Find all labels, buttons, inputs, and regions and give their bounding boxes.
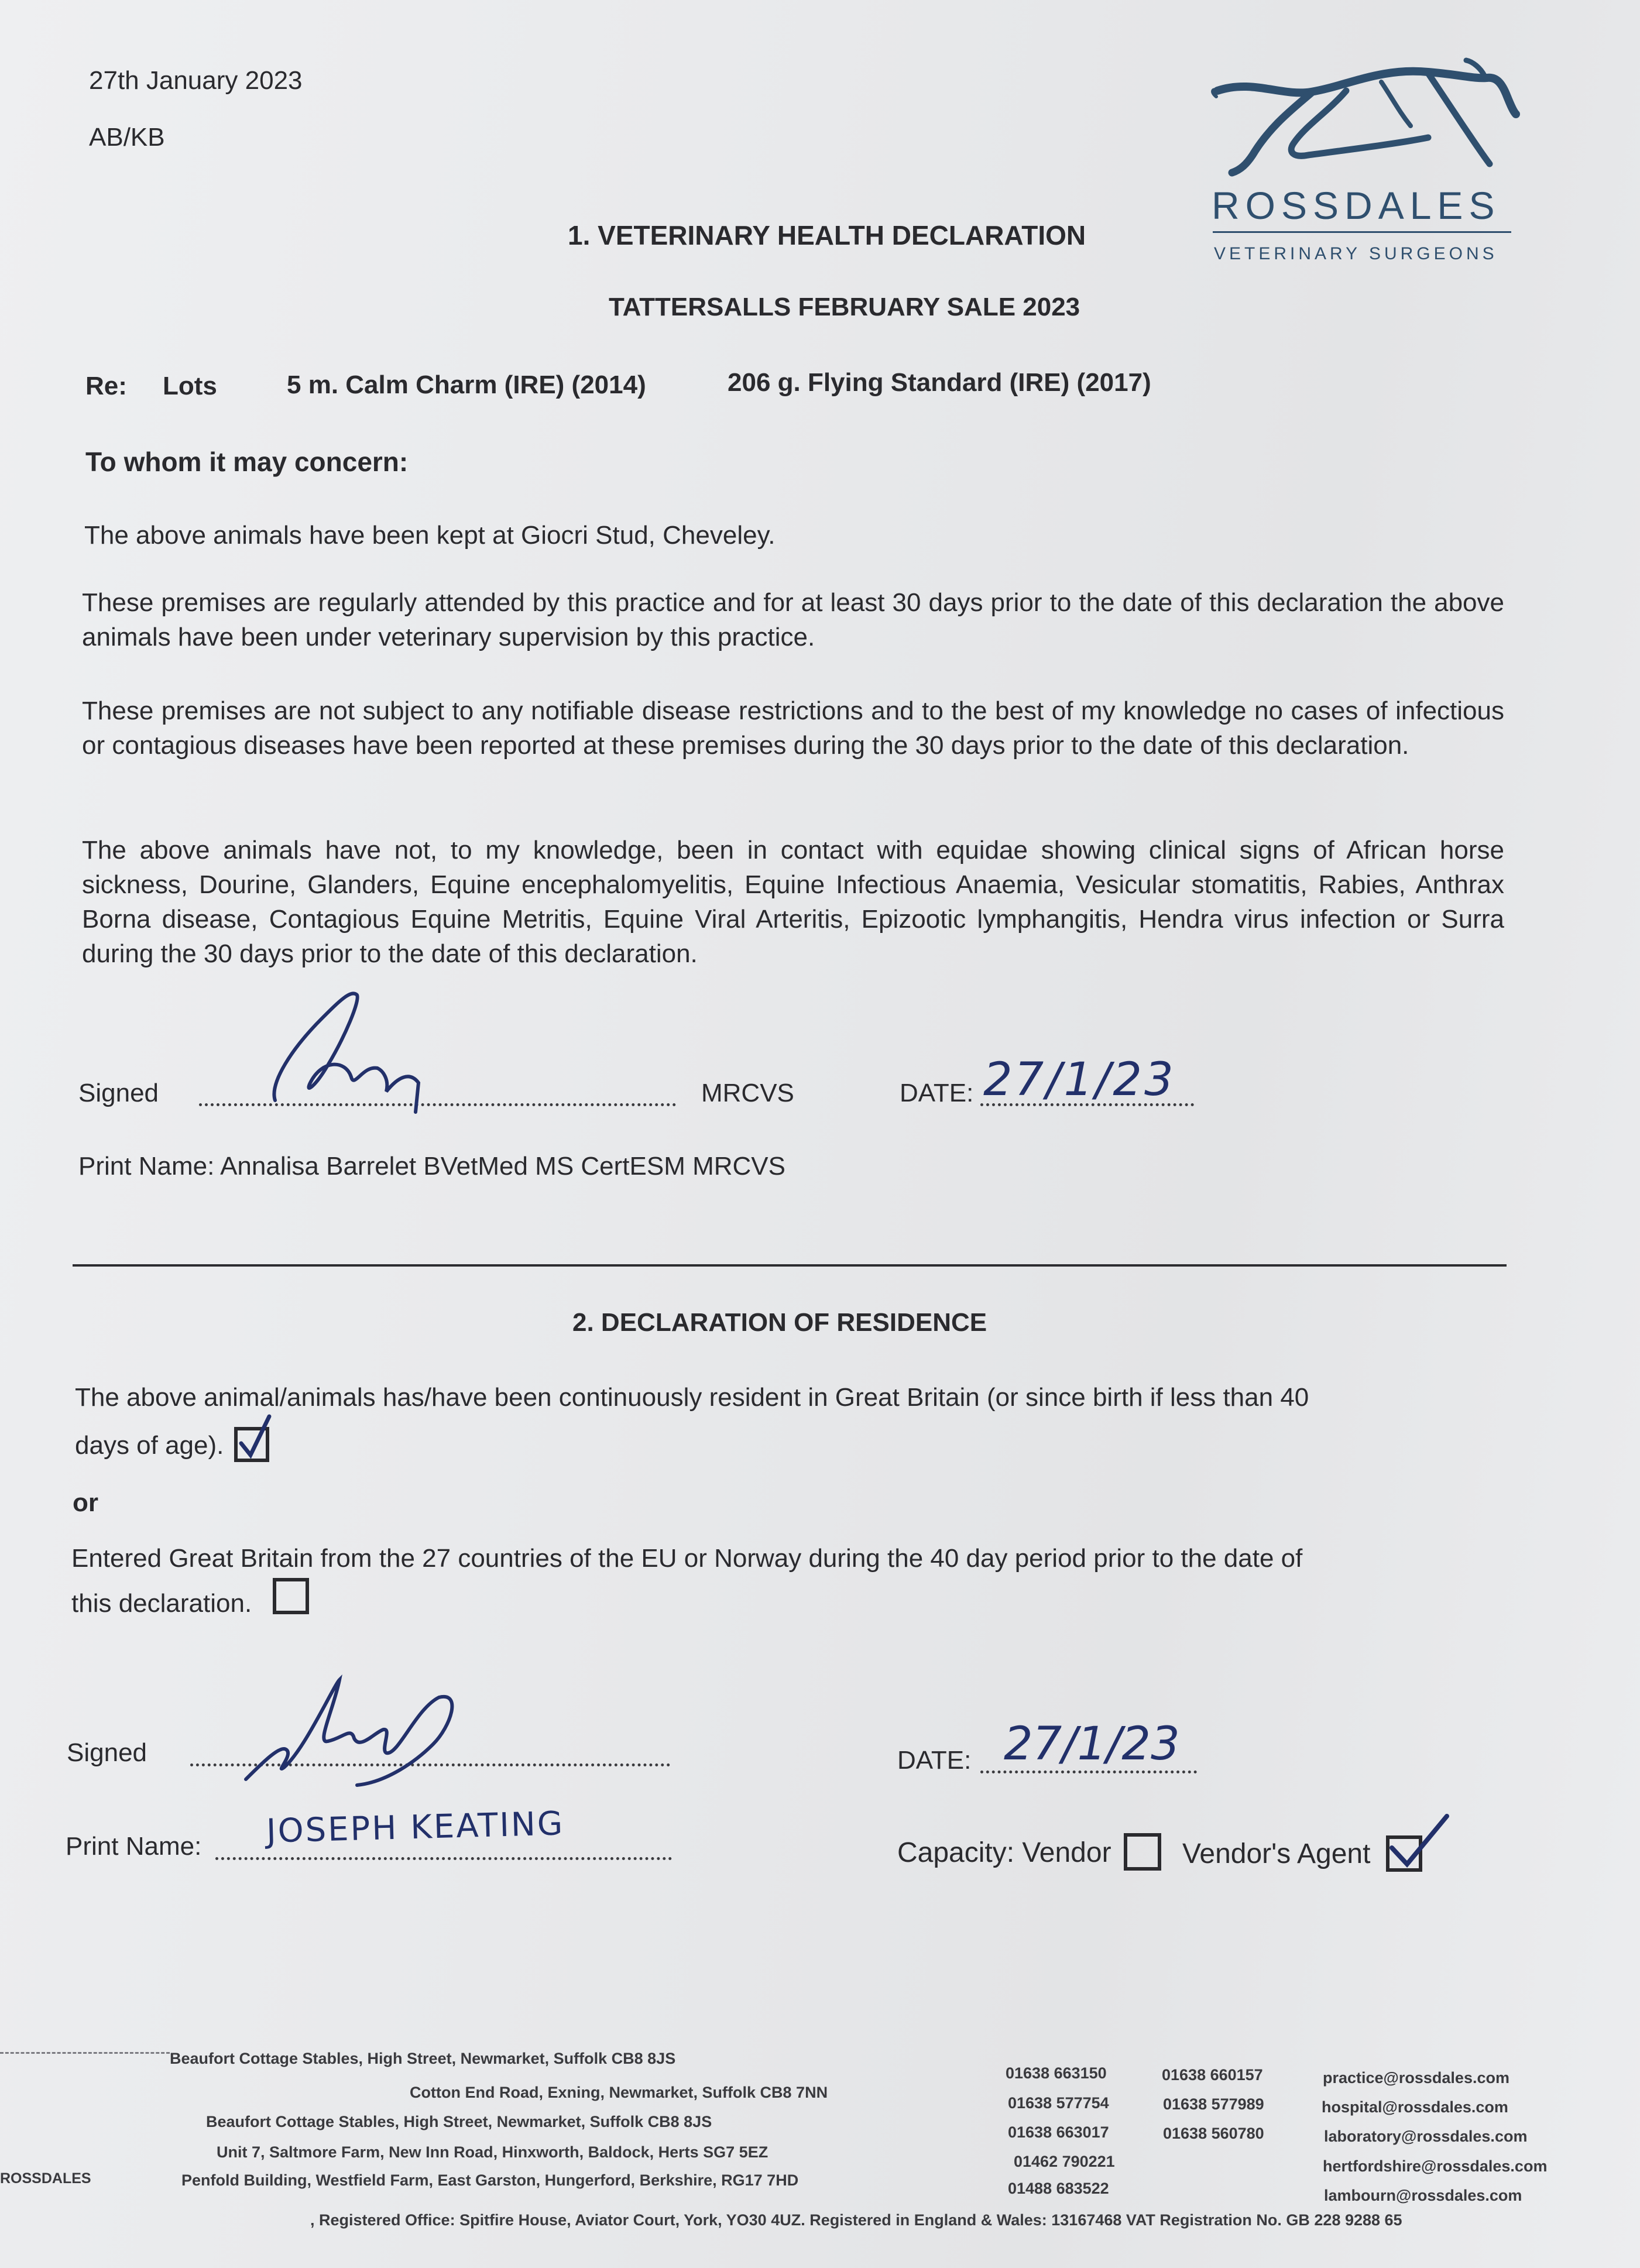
print-name-label-2: Print Name: <box>66 1832 202 1861</box>
footer-left-fragment: ROSSDALES <box>0 2170 91 2187</box>
check-mark-icon <box>1386 1813 1450 1865</box>
footer-address-1: Beaufort Cottage Stables, High Street, Newmarket, Suffolk CB8 8JS <box>170 2050 676 2067</box>
horse-logo-icon <box>1206 56 1522 190</box>
mrcvs-label: MRCVS <box>701 1079 794 1107</box>
date-line-2 <box>980 1771 1197 1773</box>
signed-label-1: Signed <box>78 1079 159 1107</box>
option2-line1: Entered Great Britain from the 27 countries of the EU or Norway during the 40 day period prior to the date of <box>71 1544 1303 1573</box>
option2-line2: this declaration. <box>71 1589 252 1618</box>
entered-eu-checkbox[interactable] <box>273 1578 309 1614</box>
letter-date: 27th January 2023 <box>89 66 303 95</box>
agent-signature <box>240 1674 515 1797</box>
lot-2: 206 g. Flying Standard (IRE) (2017) <box>728 368 1151 397</box>
footer-phone-5: 01488 683522 <box>1008 2180 1109 2197</box>
check-mark-icon <box>233 1413 280 1460</box>
footer-email-1: practice@rossdales.com <box>1323 2069 1509 2087</box>
section1-title: 1. VETERINARY HEALTH DECLARATION <box>568 220 1086 251</box>
lots-label: Lots <box>163 372 217 400</box>
footer-phone-4: 01462 790221 <box>1014 2153 1115 2170</box>
section1-subtitle: TATTERSALLS FEBRUARY SALE 2023 <box>609 293 1080 321</box>
resident-checkbox[interactable] <box>234 1427 269 1462</box>
footer-address-4: Unit 7, Saltmore Farm, New Inn Road, Hinxworth, Baldock, Herts SG7 5EZ <box>217 2143 768 2161</box>
option1-line2: days of age). <box>75 1431 224 1460</box>
reference: AB/KB <box>89 123 165 152</box>
logo-divider <box>1213 231 1511 233</box>
footer-phone-3: 01638 663017 <box>1008 2123 1109 2141</box>
option1-line1: The above animal/animals has/have been continuously resident in Great Britain (or since birth if less than 40 <box>75 1383 1309 1412</box>
footer-email-4: hertfordshire@rossdales.com <box>1323 2157 1548 2175</box>
print-name-handwritten: JOSEPH KEATING <box>266 1804 565 1851</box>
footer-email-5: lambourn@rossdales.com <box>1324 2187 1522 2204</box>
footer-dash-1 <box>0 2052 170 2054</box>
footer-phone-1: 01638 663150 <box>1006 2064 1107 2082</box>
print-name-1: Print Name: Annalisa Barrelet BVetMed MS CertESM MRCVS <box>78 1152 785 1181</box>
section-divider <box>73 1264 1507 1267</box>
footer-fax-1: 01638 660157 <box>1162 2066 1263 2084</box>
footer-fax-3: 01638 560780 <box>1163 2125 1264 2142</box>
date-label-2: DATE: <box>897 1746 972 1775</box>
capacity-label: Capacity: Vendor <box>897 1837 1111 1868</box>
footer-address-3: Beaufort Cottage Stables, High Street, Newmarket, Suffolk CB8 8JS <box>206 2113 712 2130</box>
paragraph-4: The above animals have not, to my knowledge, been in contact with equidae showing clinical signs of African horse sickness, Dourine, Glanders, Equine encephalomyelitis, Equine Infectious Anaemia, Vesicular stomatitis, Rabies, Anthrax Borna disease, Contagious Equine Metritis, Equine Viral Arteritis, Epizootic lymphangitis, Hendra virus infection or Surra during the 30 days prior to the date of this declaration. <box>82 836 1504 968</box>
re-label: Re: <box>85 372 127 400</box>
footer-address-2: Cotton End Road, Exning, Newmarket, Suffolk CB8 7NN <box>410 2084 828 2101</box>
section2-title: 2. DECLARATION OF RESIDENCE <box>572 1308 987 1337</box>
footer-address-5: Penfold Building, Westfield Farm, East Garston, Hungerford, Berkshire, RG17 7HD <box>181 2171 799 2189</box>
logo-wordmark: ROSSDALES <box>1212 184 1501 227</box>
signed-label-2: Signed <box>67 1738 147 1767</box>
salutation: To whom it may concern: <box>85 447 409 477</box>
footer-fax-2: 01638 577989 <box>1163 2095 1264 2113</box>
footer-email-3: laboratory@rossdales.com <box>1324 2128 1528 2145</box>
logo-tagline: VETERINARY SURGEONS <box>1214 244 1498 263</box>
footer-email-2: hospital@rossdales.com <box>1322 2098 1508 2116</box>
or-label: or <box>73 1488 98 1517</box>
date-handwritten-2: 27/1/23 <box>1004 1718 1180 1771</box>
footer-registered: , Registered Office: Spitfire House, Aviator Court, York, YO30 4UZ. Registered in England & Wales: 13167468 VAT Registration No. GB 228 9288 65 <box>310 2211 1402 2229</box>
footer-phone-2: 01638 577754 <box>1008 2094 1109 2112</box>
vendor-checkbox[interactable] <box>1124 1833 1161 1871</box>
vet-signature <box>258 972 433 1118</box>
agent-label: Vendor's Agent <box>1182 1838 1371 1869</box>
paragraph-2: These premises are regularly attended by this practice and for at least 30 days prior to the date of this declaration the above animals have been under veterinary supervision by this practice. <box>82 588 1504 651</box>
paragraph-3: These premises are not subject to any notifiable disease restrictions and to the best of my knowledge no cases of infectious or contagious diseases have been reported at these premises during the 30 days prior to the date of this declaration. <box>82 696 1504 760</box>
agent-checkbox[interactable] <box>1386 1835 1422 1872</box>
date-label-1: DATE: <box>900 1079 974 1107</box>
date-handwritten-1: 27/1/23 <box>983 1054 1176 1106</box>
paragraph-1: The above animals have been kept at Giocri Stud, Cheveley. <box>84 521 776 550</box>
rossdales-logo <box>1206 56 1522 272</box>
print-name-line-2 <box>215 1857 672 1860</box>
lot-1: 5 m. Calm Charm (IRE) (2014) <box>287 370 646 399</box>
